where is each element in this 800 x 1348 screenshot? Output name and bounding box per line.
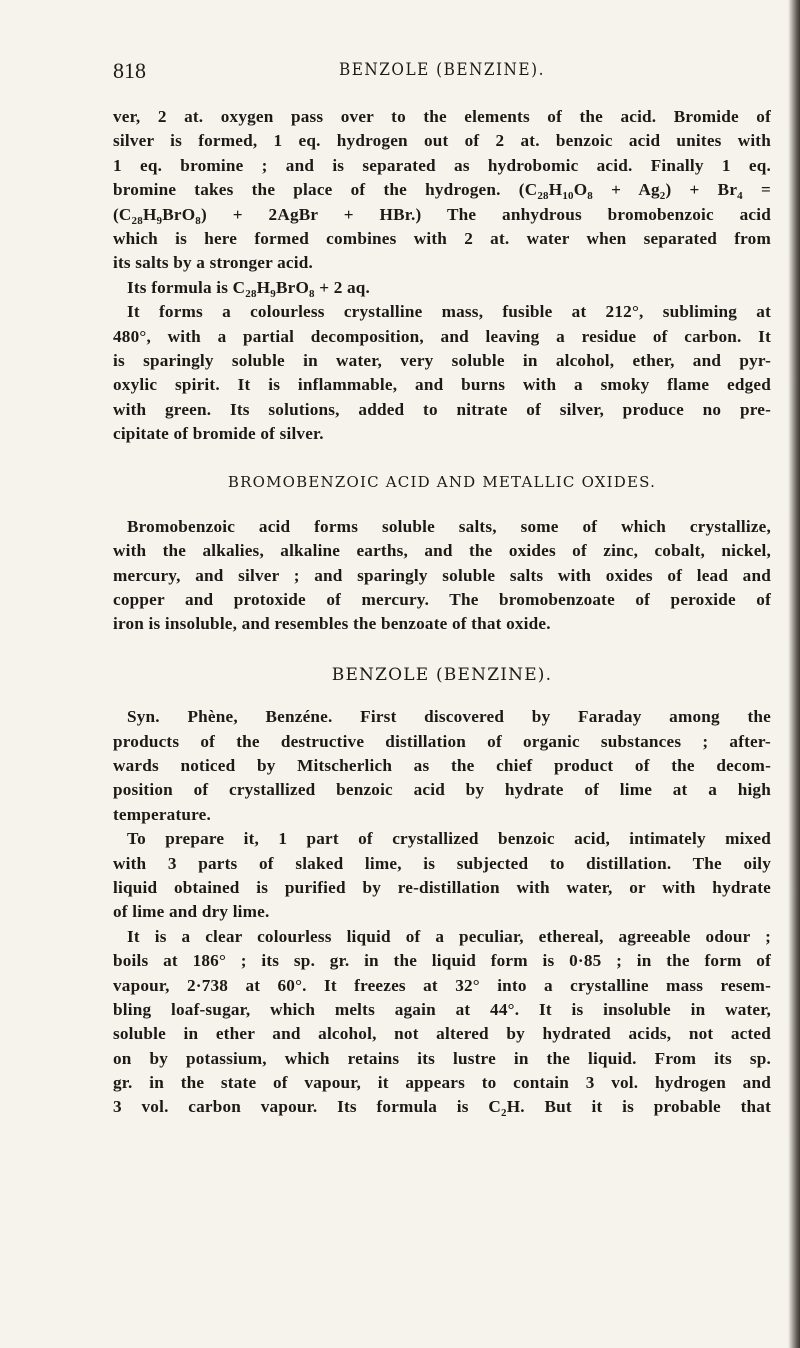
text-line: soluble in ether and alcohol, not altered by hydrated acids, not acted — [113, 1024, 771, 1044]
text-line: products of the destructive distillation of organic substances ; after- — [113, 731, 771, 751]
text-line: 1 eq. bromine ; and is separated as hydrobomic acid. Finally 1 eq. — [113, 155, 771, 175]
text-line: iron is insoluble, and resembles the benzoate of that oxide. — [113, 614, 551, 634]
section-heading: BROMOBENZOIC ACID AND METALLIC OXIDES. — [227, 473, 657, 492]
text-line: ver, 2 at. oxygen pass over to the elements of the acid. Bromide of — [113, 107, 771, 126]
text-line: with 3 parts of slaked lime, is subjected to distillation. The oily — [113, 853, 771, 873]
text-line: with green. Its solutions, added to nitrate of silver, produce no pre- — [113, 399, 771, 419]
text-line: cipitate of bromide of silver. — [113, 424, 324, 444]
text-line: 3 vol. carbon vapour. Its formula is $C_2H$. But it is probable that — [113, 1097, 771, 1120]
text-line: on by potassium, which retains its lustre in the liquid. From its sp. — [113, 1048, 771, 1068]
formula-line: Its formula is $C_{28}H_9BrO_8 + 2$ aq. — [127, 277, 371, 300]
text-line: boils at 186° ; its sp. gr. in the liquid form is 0·85 ; in the form of — [113, 951, 771, 971]
text-line: wards noticed by Mitscherlich as the chief product of the decom- — [113, 756, 771, 776]
text-line: bromine takes the place of the hydrogen. $(C_{28}H_{10}O_8 + Ag_2) + Br_4$ = — [113, 180, 771, 203]
text-line: liquid obtained is purified by re-distillation with water, or with hydrate — [113, 877, 771, 897]
text-line: Bromobenzoic acid forms soluble salts, some of which crystallize, — [127, 516, 771, 536]
page-edge-shadow — [788, 0, 800, 1348]
text-line: temperature. — [113, 804, 212, 824]
text-line: 480°, with a partial decomposition, and leaving a residue of carbon. It — [113, 326, 771, 346]
text-line: with the alkalies, alkaline earths, and the oxides of zinc, cobalt, nickel, — [113, 541, 771, 561]
text-line: is sparingly soluble in water, very soluble in alcohol, ether, and pyr- — [113, 350, 771, 370]
text-line: It is a clear colourless liquid of a peculiar, ethereal, agreeable odour ; — [127, 926, 771, 946]
text-line: its salts by a stronger acid. — [113, 253, 313, 273]
page-number: 818 — [113, 58, 146, 83]
text-line: It forms a colourless crystalline mass, fusible at 212°, subliming at — [127, 302, 771, 322]
text-line: which is here formed combines with 2 at. water when separated from — [113, 228, 771, 248]
running-title: BENZOLE (BENZINE). — [339, 60, 545, 80]
text-line: $(C_{28}H_9BrO_8)$ + 2AgBr + HBr.) The anhydrous bromobenzoic acid — [113, 204, 771, 227]
text-line: bling loaf-sugar, which melts again at 44°. It is insoluble in water, — [113, 999, 771, 1019]
text-line: silver is formed, 1 eq. hydrogen out of 2 at. benzoic acid unites with — [113, 131, 771, 151]
page-header — [113, 58, 771, 88]
text-line: of lime and dry lime. — [113, 902, 270, 922]
text-line: position of crystallized benzoic acid by hydrate of lime at a high — [113, 780, 771, 800]
text-line: gr. in the state of vapour, it appears to contain 3 vol. hydrogen and — [113, 1073, 771, 1093]
text-line: vapour, 2·738 at 60°. It freezes at 32° into a crystalline mass resem- — [113, 975, 771, 995]
text-line: oxylic spirit. It is inflammable, and burns with a smoky flame edged — [113, 375, 771, 395]
text-line: To prepare it, 1 part of crystallized benzoic acid, intimately mixed — [127, 829, 771, 849]
text-line: copper and protoxide of mercury. The bromobenzoate of peroxide of — [113, 590, 771, 610]
text-line: Syn. Phène, Benzéne. First discovered by Faraday among the — [127, 707, 771, 727]
section-heading: BENZOLE (BENZINE). — [331, 664, 553, 685]
text-line: mercury, and silver ; and sparingly soluble salts with oxides of lead and — [113, 565, 771, 585]
page-body — [113, 105, 771, 1120]
